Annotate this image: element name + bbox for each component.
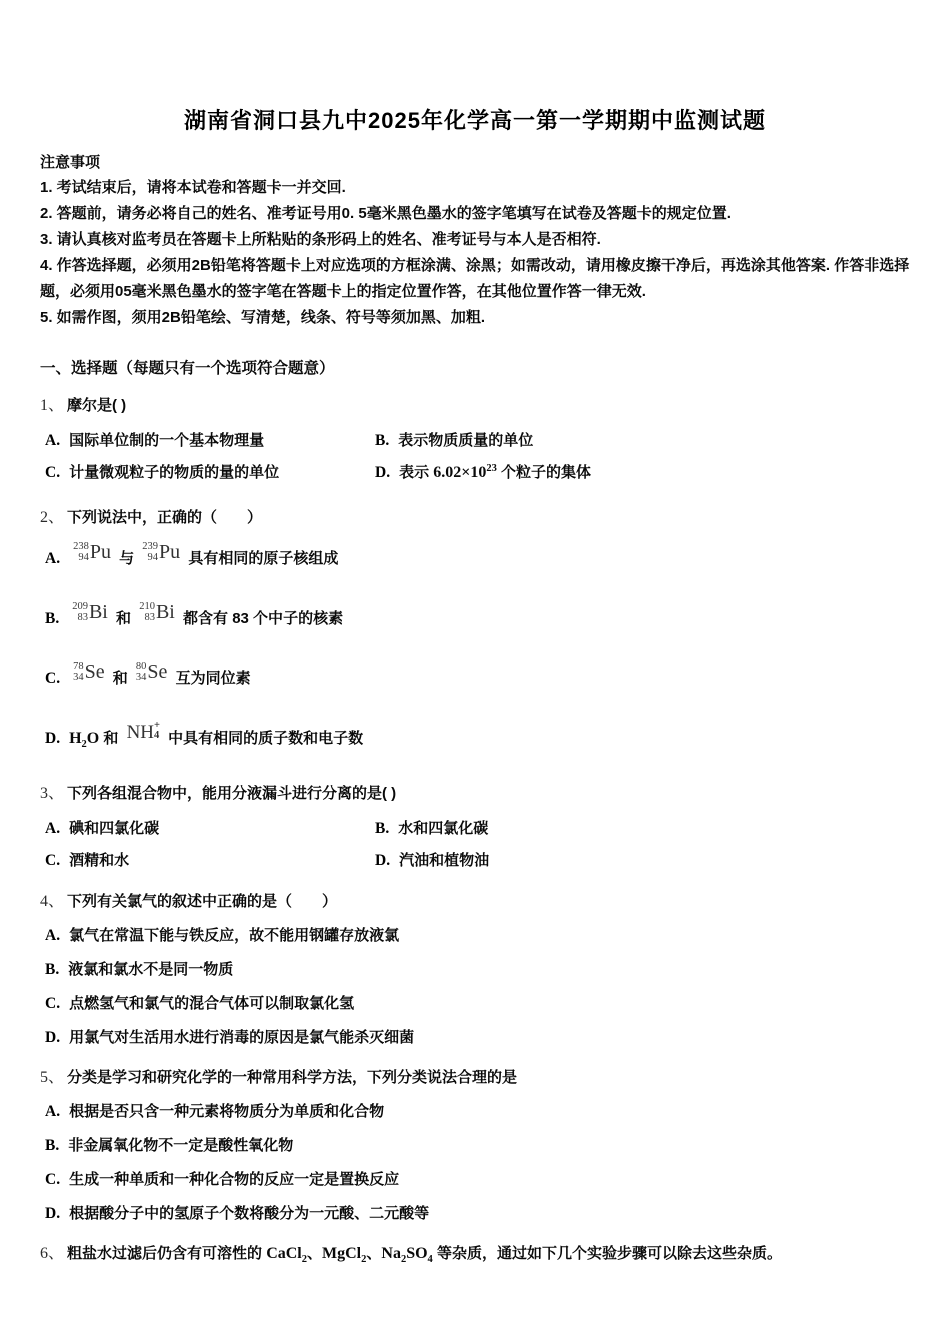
option-2-D-text	[69, 720, 364, 750]
option-5-A-text	[69, 1103, 384, 1120]
page-title: 湖南省洞口县九中2025年化学高一第一学期期中监测试题	[184, 108, 766, 133]
text-segment: 摩尔是( )	[67, 397, 127, 414]
option-2-B-letter: B.	[45, 610, 60, 627]
option-2-C-text	[69, 661, 251, 687]
question-4-stem	[40, 891, 910, 913]
option-4-A	[45, 925, 910, 946]
option-3-A	[45, 818, 375, 839]
question-1-stem-text	[67, 397, 126, 414]
chemical-formula: 6.02×10	[433, 464, 487, 481]
question-5-stem	[40, 1067, 910, 1089]
option-1-B-text	[398, 432, 533, 449]
text-segment: 个粒子的集体	[496, 464, 592, 481]
chemical-formula: MgCl	[322, 1245, 362, 1262]
isotope-numbers	[73, 661, 84, 683]
option-3-C-text	[69, 852, 129, 869]
question-6	[40, 1243, 910, 1265]
text-segment: 液氯和氯水不是同一物质	[68, 961, 234, 978]
option-5-C-text	[69, 1171, 399, 1188]
mass-number: 239	[142, 541, 159, 553]
option-4-B-letter: B.	[45, 961, 60, 978]
ion-charge: +	[154, 720, 161, 732]
formula-subscript: 4	[427, 1254, 433, 1265]
option-3-C-letter: C.	[45, 852, 61, 869]
formula-subscript: 2	[81, 739, 87, 750]
atomic-number: 83	[144, 612, 155, 624]
text-segment: 碘和四氯化碳	[69, 820, 160, 837]
option-2-A-text	[69, 541, 339, 567]
question-1	[40, 395, 910, 483]
option-5-C-letter: C.	[45, 1171, 61, 1188]
atomic-number: 83	[77, 612, 88, 624]
text-segment: 分类是学习和研究化学的一种常用科学方法，下列分类说法合理的是	[67, 1069, 518, 1086]
option-2-A	[45, 537, 910, 581]
question-3-number: 3、	[40, 785, 65, 802]
text-segment: 酒精和水	[69, 852, 130, 869]
option-5-A	[45, 1101, 910, 1122]
section-heading: 一、选择题（每题只有一个选项符合题意）	[40, 360, 335, 377]
text-segment: 和	[111, 610, 136, 627]
option-1-C-letter: C.	[45, 464, 61, 481]
option-1-A	[45, 430, 375, 451]
option-3-C	[45, 850, 375, 871]
text-segment: 、	[366, 1245, 382, 1262]
option-4-C	[45, 993, 910, 1014]
formula-subscript: 2	[301, 1254, 307, 1265]
mass-number: 210	[139, 601, 155, 613]
option-1-B-letter: B.	[375, 432, 390, 449]
chemical-formula: SO	[406, 1245, 428, 1262]
question-1-number: 1、	[40, 397, 65, 414]
question-1-stem	[40, 395, 910, 417]
notice-item-3: 3. 请认真核对监考员在答题卡上所粘贴的条形码上的姓名、准考证号与本人是否相符.	[40, 231, 601, 248]
text-segment: 粗盐水过滤后仍含有可溶性的	[67, 1245, 267, 1262]
option-1-A-text	[69, 432, 264, 449]
text-segment: 下列有关氯气的叙述中正确的是（ ）	[67, 893, 338, 910]
option-4-C-text	[69, 995, 354, 1012]
atomic-number: 94	[147, 552, 159, 564]
option-5-D-letter: D.	[45, 1205, 61, 1222]
question-3-stem	[40, 783, 910, 805]
text-segment: 下列说法中，正确的（ ）	[67, 509, 263, 526]
question-4-number: 4、	[40, 893, 65, 910]
question-4-options	[45, 925, 910, 1048]
element-symbol: Pu	[89, 541, 111, 564]
text-segment: 表示物质质量的单位	[398, 432, 534, 449]
question-6-stem	[40, 1243, 910, 1265]
option-4-D-letter: D.	[45, 1029, 61, 1046]
text-segment: 表示	[399, 464, 434, 481]
option-5-A-letter: A.	[45, 1103, 61, 1120]
chemical-formula: O	[86, 730, 100, 747]
text-segment: 、	[307, 1245, 323, 1262]
question-5-number: 5、	[40, 1069, 65, 1086]
question-2-number: 2、	[40, 509, 65, 526]
isotope-numbers	[139, 601, 155, 623]
text-segment: 互为同位素	[171, 670, 251, 687]
formula-superscript: 23	[486, 463, 497, 474]
text-segment: 都含有 83 个中子的核素	[178, 610, 344, 627]
option-2-A-letter: A.	[45, 550, 61, 567]
question-2-stem	[40, 507, 910, 529]
element-symbol: Bi	[88, 601, 108, 624]
chemical-formula: NH	[126, 722, 155, 744]
notice-item-4: 4. 作答选择题，必须用2B铅笔将答题卡上对应选项的方框涂满、涂黑；如需改动，请用橡皮擦干净后，再选涂其他答案. 作答非选择题，必须用05毫米黑色墨水的签字笔在答题卡上的指定位置作答，在其他位置作答一律无效.	[40, 257, 910, 300]
question-3-stem-text	[67, 785, 396, 802]
chemical-formula: Na	[381, 1245, 401, 1262]
atomic-number: 34	[135, 672, 147, 684]
question-5	[40, 1067, 910, 1224]
question-2-stem-text	[67, 509, 262, 526]
question-1-options	[45, 430, 910, 483]
option-5-D	[45, 1203, 910, 1224]
notice-item-5: 5. 如需作图，须用2B铅笔绘、写清楚，线条、符号等须加黑、加粗.	[40, 309, 486, 326]
text-segment: 用氯气对生活用水进行消毒的原因是氯气能杀灭细菌	[69, 1029, 415, 1046]
option-4-A-text	[69, 927, 399, 944]
option-4-D-text	[69, 1029, 414, 1046]
question-2-options	[45, 537, 910, 761]
option-1-B	[375, 430, 910, 451]
mass-number: 78	[73, 661, 84, 673]
text-segment: 与	[114, 550, 139, 567]
text-segment: 计量微观粒子的物质的量的单位	[69, 464, 280, 481]
isotope-numbers	[142, 541, 158, 563]
option-2-C	[45, 657, 910, 701]
option-3-A-text	[69, 820, 159, 837]
option-2-B-text	[68, 601, 344, 627]
notice-heading: 注意事项	[40, 154, 101, 171]
text-segment: 中具有相同的质子数和电子数	[164, 730, 364, 747]
atomic-number: 34	[73, 672, 84, 684]
question-2	[40, 507, 910, 761]
text-segment: 根据是否只含一种元素将物质分为单质和化合物	[69, 1103, 385, 1120]
notice-item-1: 1. 考试结束后，请将本试卷和答题卡一并交回.	[40, 179, 346, 196]
question-6-stem-text	[67, 1245, 782, 1265]
option-1-D-text	[399, 464, 591, 481]
option-4-D	[45, 1027, 910, 1048]
formula-subscript: 4	[154, 730, 160, 742]
atomic-number: 94	[78, 552, 89, 564]
isotope-numbers	[73, 541, 89, 563]
text-segment: 水和四氯化碳	[398, 820, 489, 837]
option-2-D-letter: D.	[45, 730, 61, 747]
mass-number: 238	[73, 541, 89, 553]
notice-item-2: 2. 答题前，请务必将自己的姓名、准考证号用0. 5毫米黑色墨水的签字笔填写在试卷及答题卡的规定位置.	[40, 205, 731, 222]
question-6-number: 6、	[40, 1245, 65, 1262]
text-segment: 非金属氧化物不一定是酸性氧化物	[68, 1137, 294, 1154]
text-segment: 汽油和植物油	[399, 852, 490, 869]
text-segment: 根据酸分子中的氢原子个数将酸分为一元酸、二元酸等	[69, 1205, 430, 1222]
option-5-C	[45, 1169, 910, 1190]
text-segment: 下列各组混合物中，能用分液漏斗进行分离的是( )	[67, 785, 397, 802]
isotope-notation	[136, 661, 168, 683]
option-5-B-letter: B.	[45, 1137, 60, 1154]
formula-subscript: 2	[400, 1254, 407, 1265]
chemical-formula: CaCl	[266, 1245, 302, 1262]
element-symbol: Bi	[155, 601, 175, 624]
charge-subscript-stack	[154, 721, 160, 741]
element-symbol: Se	[147, 661, 168, 684]
option-3-B-text	[398, 820, 488, 837]
notice-section	[40, 151, 910, 331]
text-segment: 和	[99, 730, 123, 747]
question-3	[40, 783, 910, 871]
option-2-B	[45, 597, 910, 641]
option-1-D-letter: D.	[375, 464, 391, 481]
option-3-D-text	[399, 852, 489, 869]
option-5-B	[45, 1135, 910, 1156]
option-4-A-letter: A.	[45, 927, 61, 944]
option-1-C	[45, 462, 375, 483]
question-5-stem-text	[67, 1069, 517, 1086]
option-3-A-letter: A.	[45, 820, 61, 837]
element-symbol: Se	[84, 661, 105, 684]
question-3-options	[45, 818, 910, 871]
option-1-C-text	[69, 464, 279, 481]
question-4	[40, 891, 910, 1048]
option-5-B-text	[68, 1137, 293, 1154]
option-1-A-letter: A.	[45, 432, 61, 449]
option-4-B-text	[68, 961, 233, 978]
option-5-D-text	[69, 1205, 429, 1222]
isotope-numbers	[136, 661, 147, 683]
formula-subscript: 2	[361, 1254, 367, 1265]
option-3-B	[375, 818, 910, 839]
question-4-stem-text	[67, 893, 337, 910]
text-segment: 和	[108, 670, 132, 687]
mass-number: 80	[135, 661, 147, 673]
option-4-B	[45, 959, 910, 980]
isotope-notation	[139, 601, 175, 623]
text-segment: 生成一种单质和一种化合物的反应一定是置换反应	[69, 1171, 400, 1188]
text-segment: 国际单位制的一个基本物理量	[69, 432, 265, 449]
text-segment: 点燃氢气和氯气的混合气体可以制取氯化氢	[69, 995, 355, 1012]
option-2-D	[45, 717, 910, 761]
text-segment: 氯气在常温下能与铁反应，故不能用钢罐存放液氯	[69, 927, 400, 944]
text-segment: 具有相同的原子核组成	[184, 550, 339, 567]
isotope-notation	[72, 601, 108, 623]
option-3-D	[375, 850, 910, 871]
chemical-formula: H	[69, 730, 82, 747]
element-symbol: Pu	[159, 541, 181, 564]
option-1-D	[375, 462, 910, 483]
isotope-notation	[142, 541, 180, 563]
isotope-notation	[73, 541, 111, 563]
mass-number: 209	[72, 601, 88, 613]
question-5-options	[45, 1101, 910, 1224]
option-4-C-letter: C.	[45, 995, 61, 1012]
option-2-C-letter: C.	[45, 670, 61, 687]
option-3-D-letter: D.	[375, 852, 391, 869]
isotope-notation	[73, 661, 105, 683]
option-3-B-letter: B.	[375, 820, 390, 837]
isotope-numbers	[72, 601, 88, 623]
text-segment: 等杂质，通过如下几个实验步骤可以除去这些杂质。	[432, 1245, 782, 1262]
